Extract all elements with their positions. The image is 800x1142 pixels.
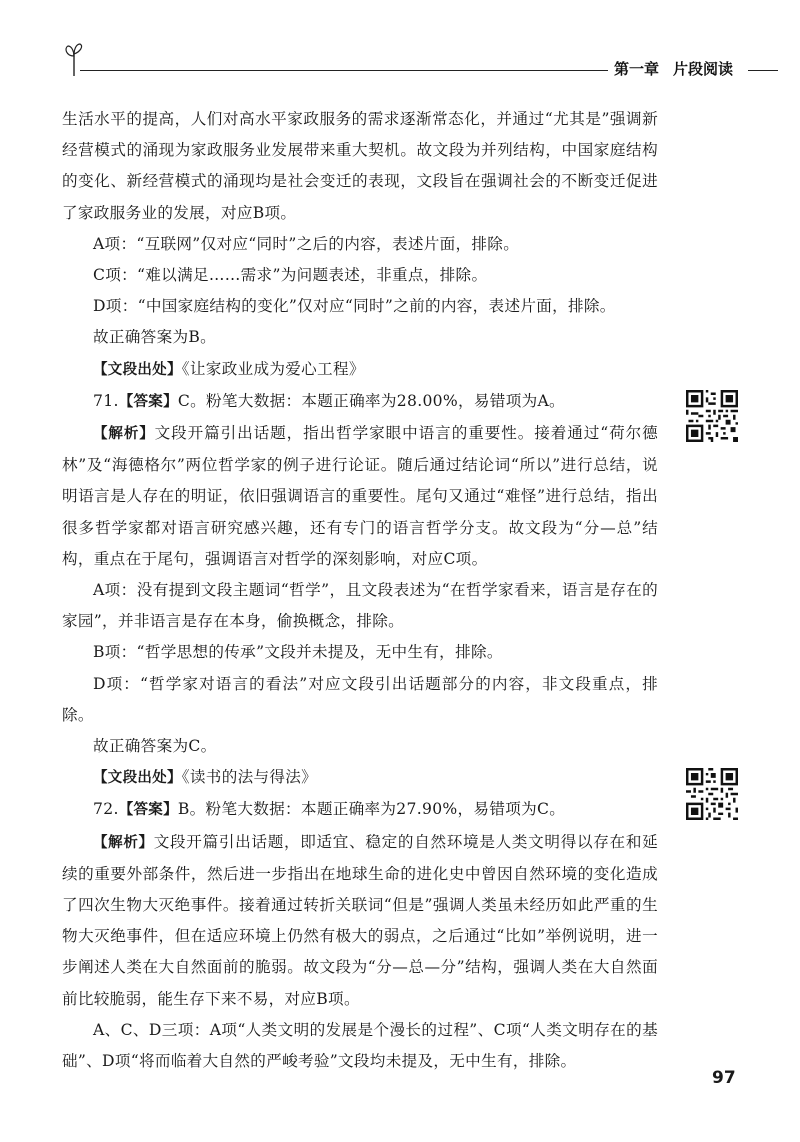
question-number: 72. <box>93 800 119 819</box>
section-name: 片段阅读 <box>673 60 734 78</box>
qr-code-icon[interactable] <box>686 768 738 820</box>
q71-answer-line <box>62 386 658 418</box>
source-line <box>62 354 658 386</box>
analysis-text: 文段开篇引出话题，指出哲学家眼中语言的重要性。接着通过“荷尔德林”及“海德格尔”两位哲学家的例子进行论证。随后通过结论词“所以”进行总结，说明语言是人存在的明证，依旧强调语言的重要性。尾句又通过“难怪”进行总结，指出很多哲学家都对语言研究感兴趣，还有专门的语言哲学分支。故文段为“分—总”结构，重点在于尾句，强调语言对哲学的深刻影响，对应C项。 <box>62 424 658 568</box>
answer-text: C。粉笔大数据：本题正确率为28.00%，易错项为A。 <box>177 391 565 410</box>
sprout-icon <box>62 42 86 78</box>
q71-answer-statement: 故正确答案为C。 <box>93 737 217 756</box>
analysis-tag: 【解析】 <box>93 426 155 443</box>
q72-answer-line <box>62 794 658 826</box>
option-a-note: A项：“互联网”仅对应“同时”之后的内容，表述片面，排除。 <box>93 234 520 253</box>
chapter-number: 第一章 <box>614 60 660 78</box>
running-header <box>62 42 778 82</box>
option-d-note: D项：“中国家庭结构的变化”仅对应“同时”之前的内容，表述片面，排除。 <box>93 297 616 316</box>
page-number: 97 <box>712 1068 736 1088</box>
source-title: 《读书的法与得法》 <box>181 768 318 787</box>
analysis-tag: 【解析】 <box>93 834 154 851</box>
q72-analysis <box>62 827 658 1015</box>
answer-text: B。粉笔大数据：本题正确率为27.90%，易错项为C。 <box>177 800 566 819</box>
question-number: 71. <box>93 391 119 410</box>
paragraph: 生活水平的提高，人们对高水平家政服务的需求逐渐常态化，并通过“尤其是”强调新经营模式的涌现为家政服务业发展带来重大契机。故文段为并列结构，中国家庭结构的变化、新经营模式的涌现均是社会变迁的表现，文段旨在强调社会的不断变迁促进了家政服务业的发展，对应B项。 <box>62 110 658 222</box>
q71-option-a: A项：没有提到文段主题词“哲学”，且文段表述为“在哲学家看来，语言是存在的家园”，并非语言是存在本身，偷换概念，排除。 <box>62 581 658 631</box>
source-title: 《让家政业成为爱心工程》 <box>181 359 365 378</box>
q71-option-b: B项：“哲学思想的传承”文段并未提及，无中生有，排除。 <box>93 643 503 662</box>
header-rule <box>80 70 608 71</box>
answer-tag: 【答案】 <box>118 802 178 819</box>
q72-options-acd: A、C、D三项：A项“人类文明的发展是个漫长的过程”、C项“人类文明存在的基础”、D项“将而临着大自然的严峻考验”文段均未提及，无中生有，排除。 <box>62 1020 658 1071</box>
q71-analysis <box>62 418 658 575</box>
source-line <box>62 762 658 794</box>
page-body <box>62 104 658 1077</box>
source-tag: 【文段出处】 <box>93 361 182 378</box>
chapter-title <box>608 58 733 79</box>
option-c-note: C项：“难以满足……需求”为问题表述，非重点，排除。 <box>93 266 488 285</box>
q71-option-d: D项：“哲学家对语言的看法”对应文段引出话题部分的内容，非文段重点，排除。 <box>62 674 658 724</box>
source-tag: 【文段出处】 <box>93 770 182 787</box>
analysis-text: 文段开篇引出话题，即适宜、稳定的自然环境是人类文明得以存在和延续的重要外部条件，然后进一步指出在地球生命的进化史中曾因自然环境的变化造成了四次生物大灭绝事件。接着通过转折关联词“但是”强调人类虽未经历如此严重的生物大灭绝事件，但在适应环境上仍然有极大的弱点，之后通过“比如”举例说明，进一步阐述人类在大自然面前的脆弱。故文段为“分—总—分”结构，强调人类在大自然面前比较脆弱，能生存下来不易，对应B项。 <box>62 832 658 1008</box>
answer-statement: 故正确答案为B。 <box>93 328 217 347</box>
qr-code-icon[interactable] <box>686 390 738 442</box>
answer-tag: 【答案】 <box>118 393 178 410</box>
header-rule-right <box>748 70 778 71</box>
